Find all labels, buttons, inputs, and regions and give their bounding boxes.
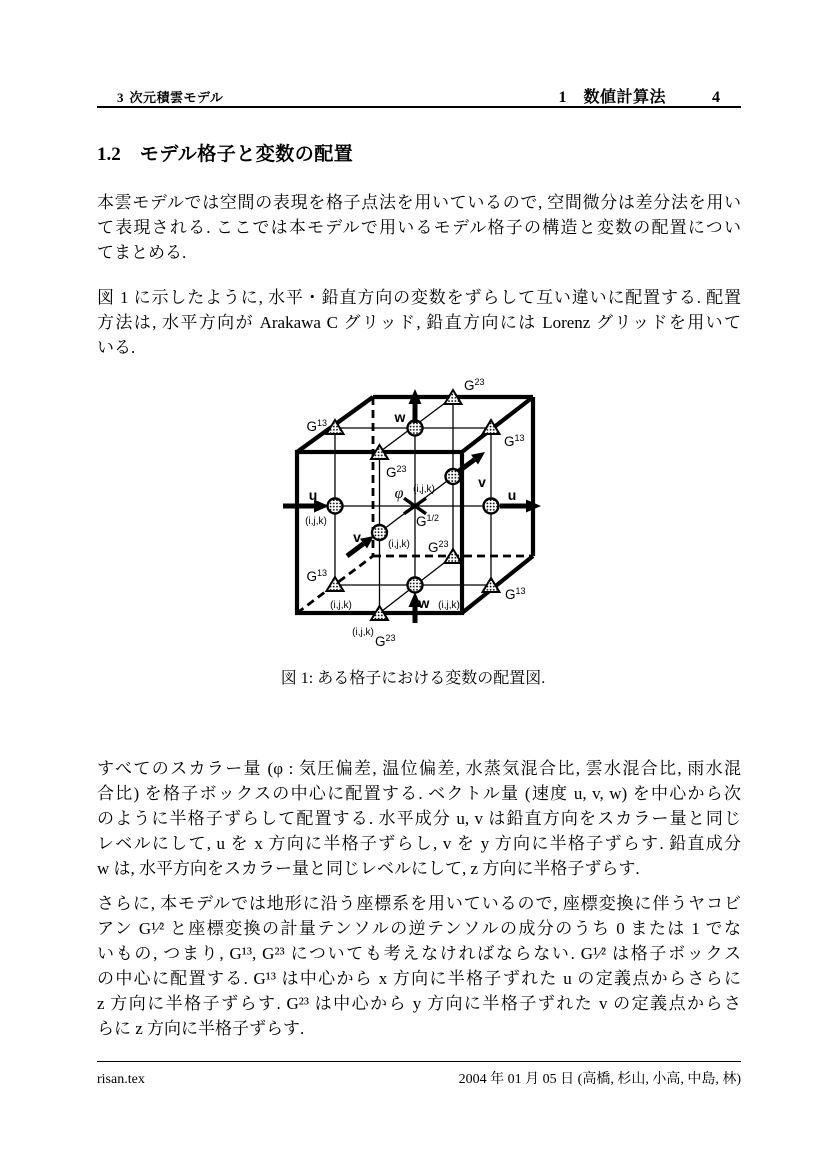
ijk-label-w-bottom: (i,j,k) xyxy=(438,600,460,611)
header-section-number: 1 xyxy=(558,89,567,106)
v-label-back: v xyxy=(478,474,486,490)
g13-label-bottom-left: $G^{13}$ xyxy=(306,568,327,584)
g13-label-top-right: $G^{13}$ xyxy=(504,433,525,449)
w-label-top: w xyxy=(394,409,406,425)
text-line: 図 1 に示したように, 水平・鉛直方向の変数をずらして互い違いに配置する. 配置 xyxy=(97,288,741,307)
ijk-label-center: (i,j,k) xyxy=(413,484,435,495)
u-point-right xyxy=(484,499,499,514)
ijk-label-g23-front-bottom: (i,j,k) xyxy=(352,627,374,638)
text-line: すべてのスカラー量 (φ : 気圧偏差, 温位偏差, 水蒸気混合比, 雲水混合比, 雨水混 xyxy=(97,759,741,778)
header-left-number: 3 xyxy=(117,90,124,105)
section-heading-title: モデル格子と変数の配置 xyxy=(139,144,354,165)
g13-label-top-left: $G^{13}$ xyxy=(306,418,327,434)
v-label-front: v xyxy=(353,529,361,545)
paragraph-1 xyxy=(97,190,741,265)
text-line: らに z 方向に半格子ずらす. xyxy=(97,1019,305,1038)
page-footer xyxy=(97,1068,741,1088)
text-line: の中心に配置する. G¹³ は中心から x 方向に半格子ずれた u の定義点からさらに xyxy=(97,969,741,988)
text-line: レベルにして, u を x 方向に半格子ずらし, v を y 方向に半格子ずらす. 鉛直成分 xyxy=(97,834,741,853)
paragraph-2 xyxy=(97,285,741,360)
text-line: さらに, 本モデルでは地形に沿う座標系を用いているので, 座標変換に伴うヤコビ xyxy=(97,894,741,913)
text-line: アン G¹⁄² と座標変換の計量テンソルの逆テンソルの成分のうち 0 または 1 でな xyxy=(97,919,741,938)
v-arrow-front xyxy=(347,544,364,556)
paragraph-4 xyxy=(97,891,741,1041)
header-rule xyxy=(97,106,741,108)
footer-date-authors: 2004 年 01 月 05 日 (高橋, 杉山, 小高, 中島, 林) xyxy=(458,1072,741,1087)
header-page-number: 4 xyxy=(712,89,720,106)
ijk-label-g13-bottom-left: (i,j,k) xyxy=(330,600,352,611)
u-label-right: u xyxy=(507,487,517,503)
g13-label-bottom-right: $G^{13}$ xyxy=(505,586,526,602)
text-line: いる. xyxy=(97,338,136,357)
text-line: z 方向に半格子ずらす. G²³ は中心から y 方向に半格子ずれた v の定義点からさ xyxy=(97,994,741,1013)
paragraph-3 xyxy=(97,756,741,881)
ijk-label-u-left: (i,j,k) xyxy=(305,516,327,527)
footer-filename: risan.tex xyxy=(97,1072,145,1087)
text-line: w は, 水平方向をスカラー量と同じレベルにして, z 方向に半格子ずらす. xyxy=(97,859,640,878)
g23-label-back-bottom: $G^{23}$ xyxy=(428,539,449,555)
text-line: て表現される. ここでは本モデルで用いるモデル格子の構造と変数の配置につい xyxy=(97,218,741,237)
v-point-back xyxy=(446,469,461,484)
section-heading xyxy=(97,139,353,166)
ijk-label-v-front: (i,j,k) xyxy=(388,539,410,550)
w-label-bottom: w xyxy=(418,595,430,611)
header-left-title: 次元積雲モデル xyxy=(129,90,224,105)
section-heading-number: 1.2 xyxy=(97,144,121,165)
w-point-bottom xyxy=(408,578,423,593)
figure-grid-cube xyxy=(270,365,550,657)
g12-label: $G^{1/2}$ xyxy=(416,513,440,529)
g23-label-front-top: $G^{23}$ xyxy=(386,464,407,480)
text-line: 方法は, 水平方向が Arakawa C グリッド, 鉛直方向には Lorenz グリッドを用いて xyxy=(97,313,741,332)
edge-top-right-depth xyxy=(462,397,533,452)
text-line: いもの, つまり, G¹³, G²³ についても考えなければならない. G¹⁄² は格子ボックス xyxy=(97,944,741,963)
text-line: 本雲モデルでは空間の表現を格子点法を用いているので, 空間微分は差分法を用い xyxy=(97,193,741,212)
text-line: 合比) を格子ボックスの中心に配置する. ベクトル量 (速度 u, v, w) を中心から次 xyxy=(97,784,741,803)
text-line: てまとめる. xyxy=(97,243,187,262)
v-point-front xyxy=(372,525,387,540)
g23-label-top: $G^{23}$ xyxy=(464,377,485,393)
header-right xyxy=(558,84,741,107)
header-left xyxy=(117,87,223,106)
header-section-title: 数値計算法 xyxy=(583,89,666,106)
u-label-left: u xyxy=(308,487,318,503)
page-header xyxy=(97,84,741,107)
g23-label-front-bottom: $G^{23}$ xyxy=(375,633,396,649)
text-line: のように半格子ずらして配置する. 水平成分 u, v は鉛直方向をスカラー量と同じ xyxy=(97,809,741,828)
u-point-left xyxy=(328,499,343,514)
figure-caption: 図 1: ある格子における変数の配置図. xyxy=(280,670,546,687)
footer-rule xyxy=(97,1061,741,1062)
phi-label: φ xyxy=(394,485,404,502)
